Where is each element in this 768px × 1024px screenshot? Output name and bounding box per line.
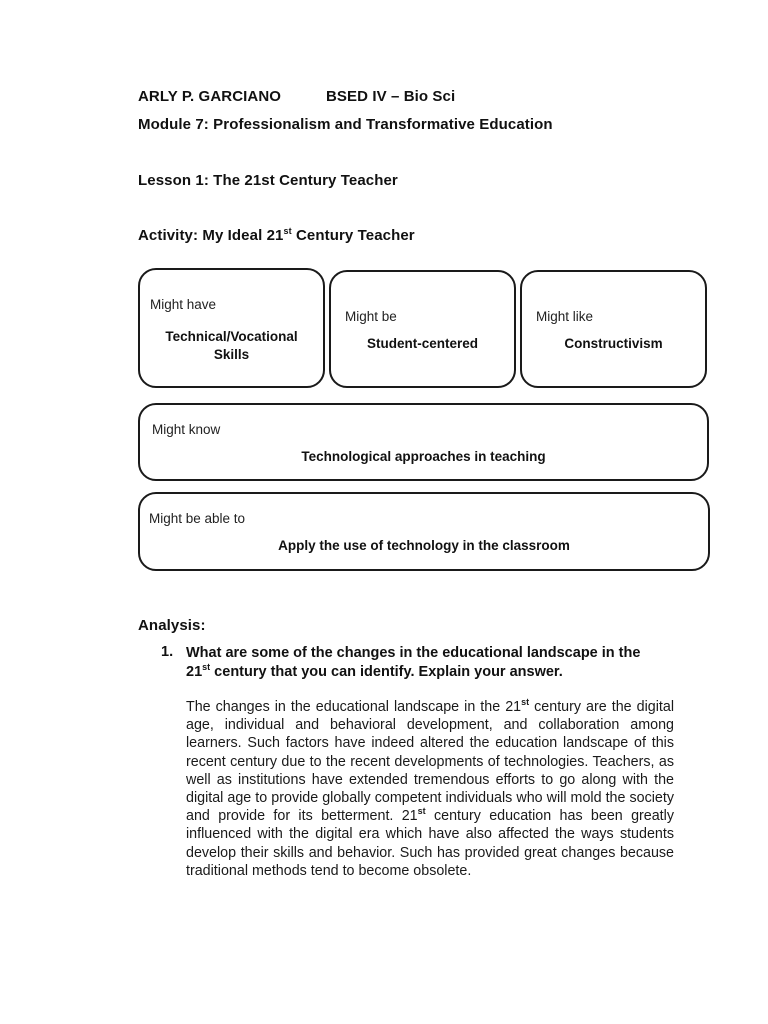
- box-might-know: [138, 403, 709, 481]
- box-value: Student-centered: [366, 336, 478, 351]
- activity-title-sup: st: [283, 226, 292, 236]
- module-title: Module 7: Professionalism and Transformative Education: [138, 116, 553, 133]
- box-label: Might have: [150, 297, 217, 312]
- analysis-heading: Analysis:: [138, 617, 206, 634]
- question-text: [186, 644, 686, 681]
- box-might-be-able-to: [138, 492, 710, 571]
- box-might-like: [520, 270, 707, 388]
- question-number: 1.: [161, 644, 174, 660]
- box-value-line1: Technical/Vocational: [165, 329, 298, 344]
- question-line2: [186, 663, 686, 682]
- question-line1: What are some of the changes in the educational landscape in the: [186, 645, 641, 661]
- box-value: Constructivism: [564, 336, 663, 351]
- box-value-line2: Skills: [213, 347, 250, 362]
- answer-part1: The changes in the educational landscape in the 21: [186, 699, 522, 715]
- student-name: ARLY P. GARCIANO: [138, 88, 282, 105]
- box-value: Technological approaches in teaching: [301, 449, 546, 464]
- box-value: Apply the use of technology in the classroom: [278, 538, 570, 553]
- answer-part2: century are the digital age, individual and behavioral development, and collaboration among learners. Such factors have indeed altered the education landscape of this recent century due to the recent developments of technologies. Teachers, as well as institutions have extended tremendous efforts to go along with the digital age to provide globally competent individuals who will mold the society and provide for its betterment. 21: [186, 699, 674, 825]
- activity-title-prefix: Activity: My Ideal 21: [138, 227, 284, 244]
- question-line2-suffix: century that you can identify. Explain your answer.: [210, 663, 563, 680]
- answer-sup2: st: [417, 806, 426, 817]
- box-label: Might like: [536, 309, 594, 324]
- lesson-title: Lesson 1: The 21st Century Teacher: [138, 172, 398, 189]
- question-line2-sup: st: [202, 661, 211, 672]
- question-line2-prefix: 21: [186, 663, 203, 680]
- box-label: Might be able to: [149, 511, 246, 526]
- answer-sup1: st: [521, 697, 530, 707]
- activity-title: [138, 227, 415, 244]
- box-might-have: [138, 268, 325, 388]
- box-value: [140, 328, 323, 364]
- box-label: Might be: [345, 309, 397, 324]
- course-label: BSED IV – Bio Sci: [326, 88, 456, 105]
- activity-title-suffix: Century Teacher: [291, 227, 415, 244]
- box-label: Might know: [152, 422, 221, 437]
- box-might-be: [329, 270, 516, 388]
- answer-paragraph: [186, 698, 674, 880]
- answer-part3: century education has been greatly influenced with the digital era which have also affected the ways students develop their skills and behavior. Such has provided great changes because traditional methods tend to become obsolete.: [186, 808, 674, 879]
